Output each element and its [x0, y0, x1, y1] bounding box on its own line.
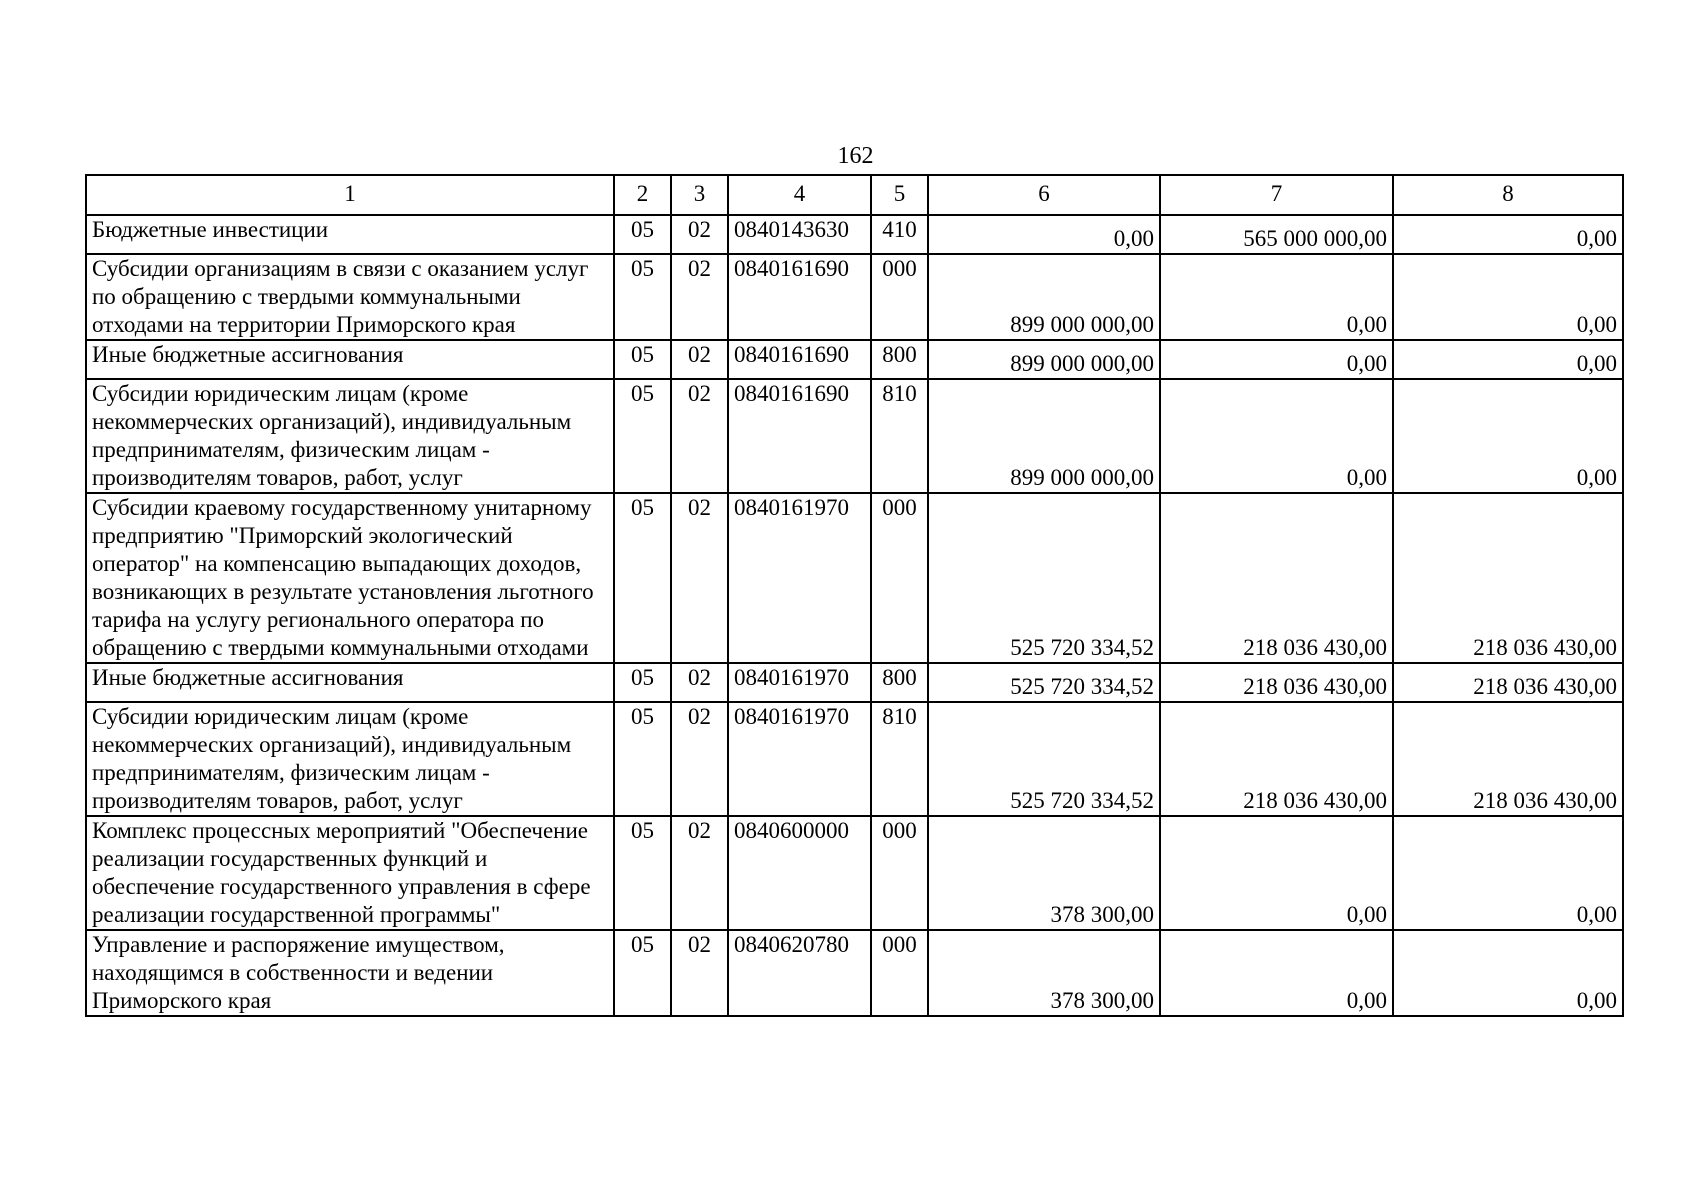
- table-row: [86, 702, 1623, 816]
- section-code: 05: [614, 816, 671, 930]
- amount-col7: 218 036 430,00: [1160, 493, 1393, 663]
- subsection-code: 02: [671, 493, 728, 663]
- row-name: Управление и распоряжение имуществом, находящимся в собственности и ведении Приморского края: [86, 930, 614, 1016]
- row-name: Комплекс процессных мероприятий "Обеспечение реализации государственных функций и обеспечение государственного управления в сфере реализации государственной программы": [86, 816, 614, 930]
- amount-col8: 218 036 430,00: [1393, 702, 1623, 816]
- subsection-code: 02: [671, 816, 728, 930]
- amount-col7: 0,00: [1160, 930, 1393, 1016]
- subsection-code: 02: [671, 930, 728, 1016]
- amount-col7: 0,00: [1160, 340, 1393, 379]
- amount-col8: 0,00: [1393, 379, 1623, 493]
- amount-col6: 899 000 000,00: [928, 379, 1160, 493]
- table-row: [86, 215, 1623, 254]
- row-name: Иные бюджетные ассигнования: [86, 663, 614, 702]
- subsection-code: 02: [671, 254, 728, 340]
- target-code: 0840161970: [728, 702, 871, 816]
- column-header: 4: [728, 175, 871, 215]
- row-name: Иные бюджетные ассигнования: [86, 340, 614, 379]
- row-name: Субсидии юридическим лицам (кроме некоммерческих организаций), индивидуальным предпринимателям, физическим лицам - производителям товаров, работ, услуг: [86, 702, 614, 816]
- target-code: 0840161970: [728, 663, 871, 702]
- column-header: 6: [928, 175, 1160, 215]
- column-header: 1: [86, 175, 614, 215]
- section-code: 05: [614, 379, 671, 493]
- expense-type-code: 810: [871, 379, 928, 493]
- table-row: [86, 254, 1623, 340]
- amount-col6: 525 720 334,52: [928, 702, 1160, 816]
- amount-col6: 899 000 000,00: [928, 340, 1160, 379]
- amount-col8: 218 036 430,00: [1393, 663, 1623, 702]
- target-code: 0840161690: [728, 254, 871, 340]
- expense-type-code: 000: [871, 493, 928, 663]
- subsection-code: 02: [671, 702, 728, 816]
- amount-col6: 378 300,00: [928, 930, 1160, 1016]
- expense-type-code: 800: [871, 663, 928, 702]
- expense-type-code: 800: [871, 340, 928, 379]
- row-name: Субсидии краевому государственному унитарному предприятию "Приморский экологический оператор" на компенсацию выпадающих доходов, возникающих в результате установления льготного тарифа на услугу регионального оператора по обращению с твердыми коммунальными отходами: [86, 493, 614, 663]
- amount-col8: 0,00: [1393, 215, 1623, 254]
- table-row: [86, 340, 1623, 379]
- target-code: 0840161970: [728, 493, 871, 663]
- target-code: 0840161690: [728, 340, 871, 379]
- amount-col8: 0,00: [1393, 340, 1623, 379]
- expense-type-code: 000: [871, 254, 928, 340]
- amount-col7: 0,00: [1160, 254, 1393, 340]
- page-number: 162: [837, 143, 874, 169]
- amount-col6: 378 300,00: [928, 816, 1160, 930]
- table-row: [86, 816, 1623, 930]
- amount-col6: 899 000 000,00: [928, 254, 1160, 340]
- amount-col7: 565 000 000,00: [1160, 215, 1393, 254]
- table-header-row: [86, 175, 1623, 215]
- subsection-code: 02: [671, 379, 728, 493]
- column-header: 2: [614, 175, 671, 215]
- amount-col8: 0,00: [1393, 254, 1623, 340]
- table-row: [86, 493, 1623, 663]
- amount-col6: 525 720 334,52: [928, 493, 1160, 663]
- target-code: 0840620780: [728, 930, 871, 1016]
- subsection-code: 02: [671, 663, 728, 702]
- row-name: Бюджетные инвестиции: [86, 215, 614, 254]
- amount-col7: 0,00: [1160, 379, 1393, 493]
- amount-col8: 0,00: [1393, 930, 1623, 1016]
- target-code: 0840600000: [728, 816, 871, 930]
- section-code: 05: [614, 254, 671, 340]
- target-code: 0840161690: [728, 379, 871, 493]
- column-header: 3: [671, 175, 728, 215]
- expense-type-code: 810: [871, 702, 928, 816]
- amount-col7: 218 036 430,00: [1160, 663, 1393, 702]
- section-code: 05: [614, 215, 671, 254]
- subsection-code: 02: [671, 215, 728, 254]
- section-code: 05: [614, 663, 671, 702]
- budget-table: [85, 174, 1624, 1017]
- amount-col6: 0,00: [928, 215, 1160, 254]
- table-row: [86, 379, 1623, 493]
- column-header: 5: [871, 175, 928, 215]
- section-code: 05: [614, 340, 671, 379]
- section-code: 05: [614, 702, 671, 816]
- table-row: [86, 663, 1623, 702]
- column-header: 8: [1393, 175, 1623, 215]
- section-code: 05: [614, 930, 671, 1016]
- expense-type-code: 000: [871, 930, 928, 1016]
- expense-type-code: 000: [871, 816, 928, 930]
- expense-type-code: 410: [871, 215, 928, 254]
- section-code: 05: [614, 493, 671, 663]
- row-name: Субсидии юридическим лицам (кроме некоммерческих организаций), индивидуальным предпринимателям, физическим лицам - производителям товаров, работ, услуг: [86, 379, 614, 493]
- column-header: 7: [1160, 175, 1393, 215]
- subsection-code: 02: [671, 340, 728, 379]
- amount-col8: 218 036 430,00: [1393, 493, 1623, 663]
- target-code: 0840143630: [728, 215, 871, 254]
- amount-col7: 218 036 430,00: [1160, 702, 1393, 816]
- amount-col7: 0,00: [1160, 816, 1393, 930]
- amount-col8: 0,00: [1393, 816, 1623, 930]
- amount-col6: 525 720 334,52: [928, 663, 1160, 702]
- table-row: [86, 930, 1623, 1016]
- row-name: Субсидии организациям в связи с оказанием услуг по обращению с твердыми коммунальными отходами на территории Приморского края: [86, 254, 614, 340]
